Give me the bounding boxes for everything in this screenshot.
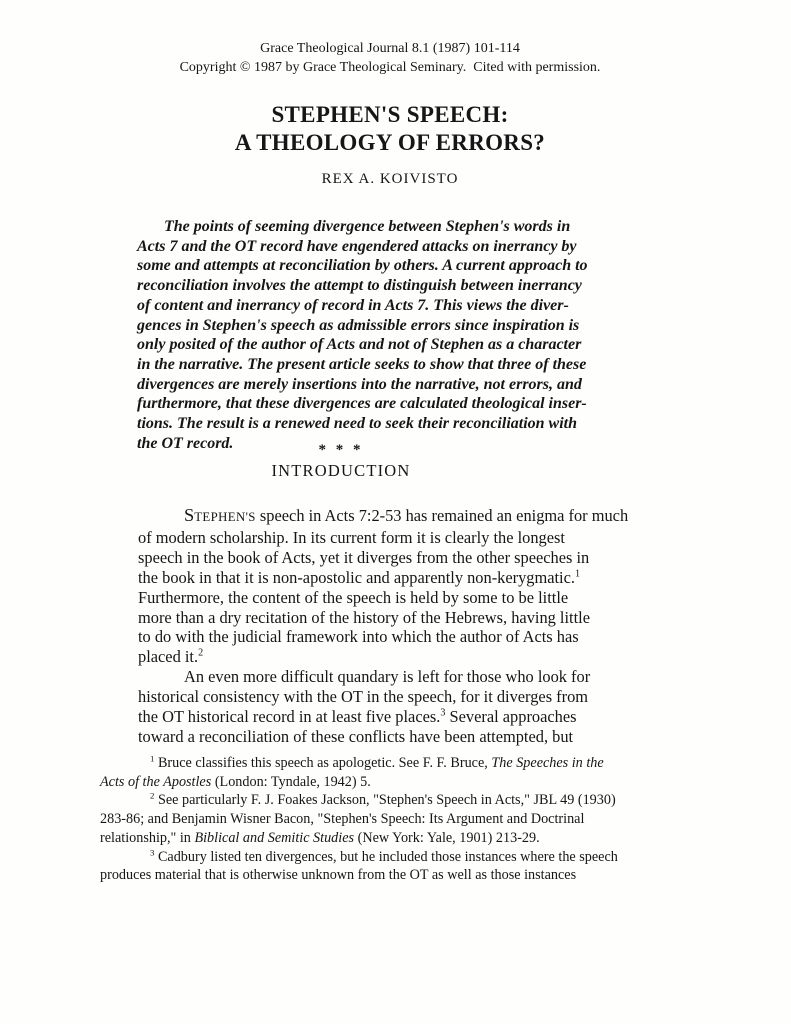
text-line: tions. The result is a renewed need to seek their reconciliation with <box>137 415 578 433</box>
author-name: REX A. KOIVISTO <box>321 171 459 187</box>
text-line: some and attempts at reconciliation by others. A current approach to <box>137 257 588 275</box>
text-line: more than a dry recitation of the history of the Hebrews, having little <box>138 607 590 627</box>
article-title-line2: A THEOLOGY OF ERRORS? <box>234 130 546 155</box>
text-line: The points of seeming divergence between Stephen's words in <box>164 218 571 235</box>
text-line: Acts of the Apostles (London: Tyndale, 1942) 5. <box>100 773 371 790</box>
text-line: $^1$ Bruce classifies this speech as apologetic. See F. F. Bruce, The Speeches in the <box>150 753 604 771</box>
article-title-line1: STEPHEN'S SPEECH: <box>271 102 509 127</box>
text-line: gences in Stephen's speech as admissible errors since inspiration is <box>137 316 580 334</box>
copyright-line: Copyright © 1987 by Grace Theological Seminary. Cited with permission. <box>179 60 601 75</box>
article-title <box>0 101 780 157</box>
text-line: speech in the book of Acts, yet it diverges from the other speeches in <box>138 547 590 567</box>
text-line: placed it.$^2$ <box>138 647 204 667</box>
text-line: $^3$ Cadbury listed ten divergences, but he included those instances where the speech <box>150 846 618 865</box>
text-line: Furthermore, the content of the speech is held by some to be little <box>138 587 569 607</box>
text-line: furthermore, that these divergences are calculated theological inser- <box>137 395 587 413</box>
footnotes <box>100 754 682 885</box>
text-line: An even more difficult quandary is left for those who look for <box>184 667 591 687</box>
text-line: relationship," in Biblical and Semitic Studies (New York: Yale, 1901) 213-29. <box>100 829 540 846</box>
article-body <box>138 506 668 747</box>
text-line: to do with the judicial framework into which the author of Acts has <box>138 627 579 647</box>
text-line: toward a reconciliation of these conflicts have been attempted, but <box>138 726 574 746</box>
section-heading-introduction: INTRODUCTION <box>271 461 411 480</box>
text-line: the OT record. <box>137 434 234 452</box>
text-line: STEPHEN'S speech in Acts 7:2-53 has remained an enigma for much <box>184 505 629 525</box>
text-line: 283-86; and Benjamin Wisner Bacon, "Stephen's Speech: Its Argument and Doctrinal <box>100 811 585 828</box>
text-line: of content and inerrancy of record in Acts 7. This views the diver- <box>137 296 569 314</box>
text-line: of modern scholarship. In its current form it is clearly the longest <box>138 527 565 547</box>
text-line: Acts 7 and the OT record have engendered attacks on inerrancy by <box>137 237 577 255</box>
text-line: the OT historical record in at least five places.$^3$ Several approaches <box>138 707 577 727</box>
text-line: reconciliation involves the attempt to distinguish between inerrancy <box>137 277 582 295</box>
text-line: in the narrative. The present article seeks to show that three of these <box>137 355 587 373</box>
text-line: the book in that it is non-apostolic and apparently non-kerygmatic.$^1$ <box>138 567 581 587</box>
text-line: $^2$ See particularly F. J. Foakes Jackson, "Stephen's Speech in Acts," JBL 49 (1930) <box>150 790 616 809</box>
text-line: divergences are merely insertions into the narrative, not errors, and <box>137 375 582 393</box>
text-line: only posited of the author of Acts and not of Stephen as a character <box>137 336 582 354</box>
abstract <box>137 217 642 453</box>
divider-asterisks: * * * <box>318 442 364 458</box>
text-line: produces material that is otherwise unknown from the OT as well as those instances <box>100 867 577 884</box>
journal-citation-line: Grace Theological Journal 8.1 (1987) 101-114 <box>260 41 520 56</box>
text-line: historical consistency with the OT in the speech, for it diverges from <box>138 687 589 707</box>
